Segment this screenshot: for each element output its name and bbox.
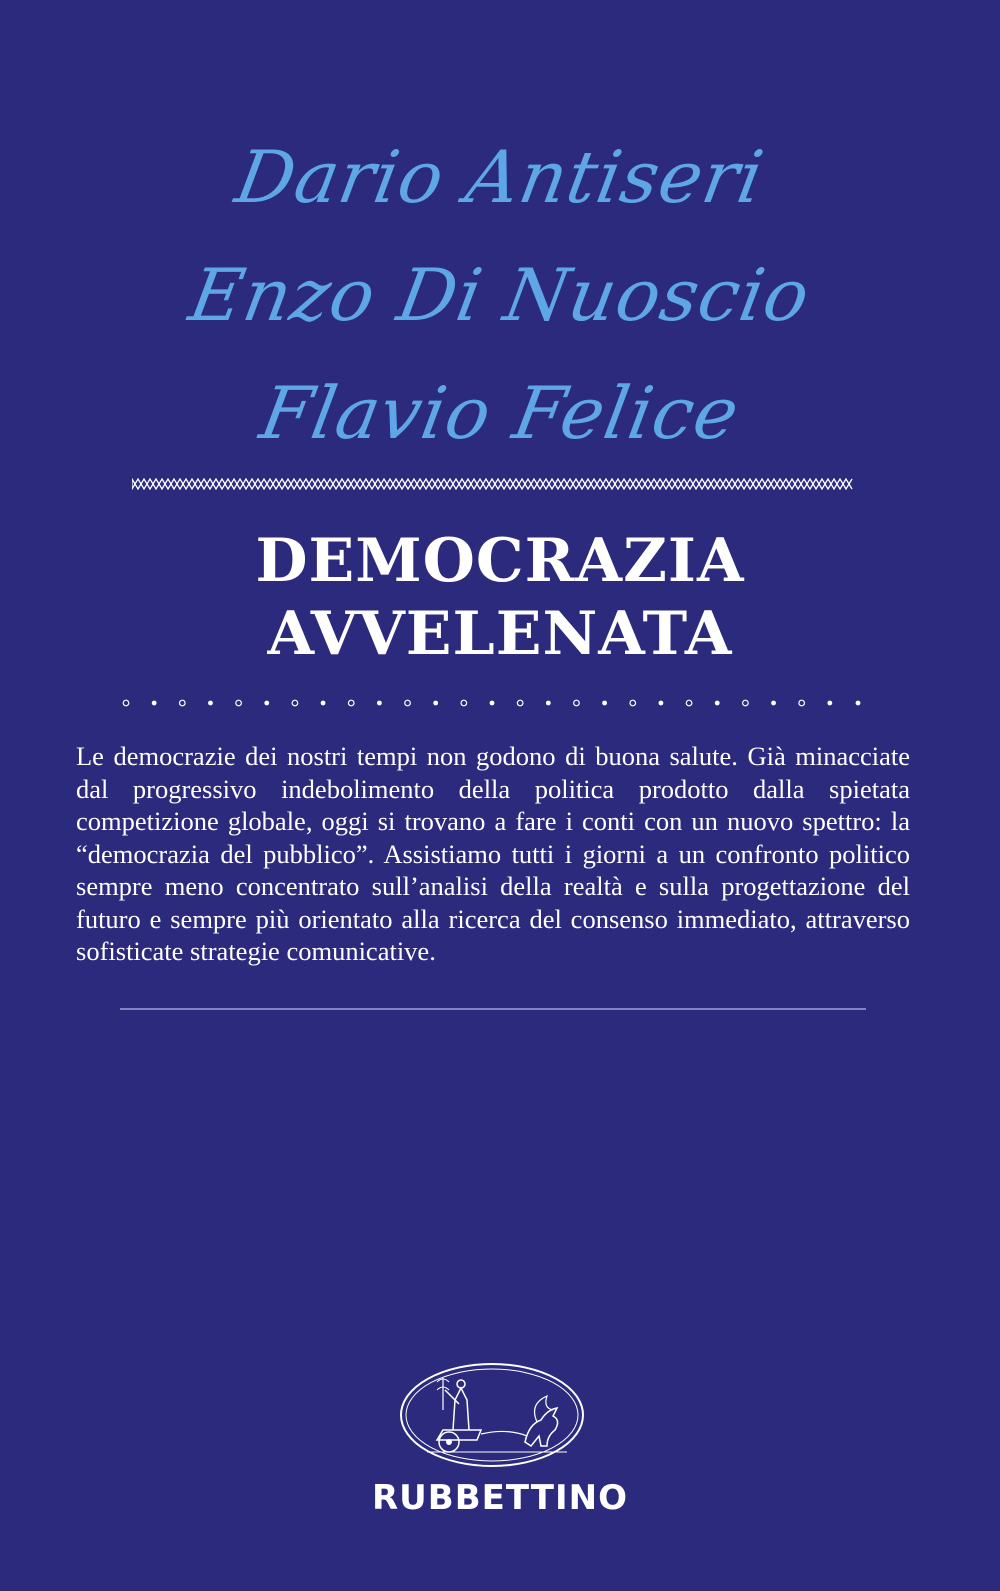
divider-dot (771, 701, 776, 706)
author-name: Dario Antiseri (229, 135, 771, 219)
divider-dot (490, 701, 495, 706)
divider-dot (630, 700, 636, 706)
dotted-divider (122, 696, 862, 710)
divider-dot (321, 701, 326, 706)
divider-dot (743, 700, 749, 706)
author-name: Flavio Felice (254, 371, 746, 455)
divider-dot (686, 700, 692, 706)
zigzag-divider (132, 476, 854, 492)
divider-dot (574, 700, 580, 706)
divider-dot (208, 701, 213, 706)
title-line: DEMOCRAZIA (255, 526, 745, 596)
divider-dot (292, 700, 298, 706)
divider-dot (123, 700, 129, 706)
publisher-name: RUBBETTINO (371, 1478, 629, 1518)
divider-dot (602, 701, 607, 706)
horizontal-rule (120, 1008, 866, 1010)
divider-dot (659, 701, 664, 706)
author-list (0, 118, 1000, 472)
author-name: Enzo Di Nuoscio (183, 253, 817, 337)
divider-dot (152, 701, 157, 706)
divider-dot (715, 701, 720, 706)
divider-dot (433, 701, 438, 706)
divider-dot (180, 700, 186, 706)
divider-dot (799, 700, 805, 706)
back-cover-blurb: Le democrazie dei nostri tempi non godono di buona salute. Già minacciate dal progressivo indebolimento della politica prodotto dalla spietata competizione globale, oggi si trovano a fare i conti con un nuovo spettro: la “democrazia del pubblico”. Assistiamo tutti i giorni a un confronto politico sempre meno concentrato sull’analisi della realtà e sulla progettazione del futuro e sempre più orientato alla ricerca del consenso immediato, attraverso sofisticate strategie comunicative. (76, 741, 910, 966)
divider-dot (546, 701, 551, 706)
divider-dot (377, 701, 382, 706)
title-line: AVVELENATA (267, 599, 733, 669)
divider-dot (405, 700, 411, 706)
divider-dot (827, 701, 832, 706)
divider-dot (517, 700, 523, 706)
publisher-logo-emblem (397, 1360, 587, 1470)
divider-dot (348, 700, 354, 706)
book-title (0, 525, 1000, 671)
divider-dot (236, 700, 242, 706)
divider-dot (856, 701, 861, 706)
divider-dot (264, 701, 269, 706)
divider-dot (461, 700, 467, 706)
